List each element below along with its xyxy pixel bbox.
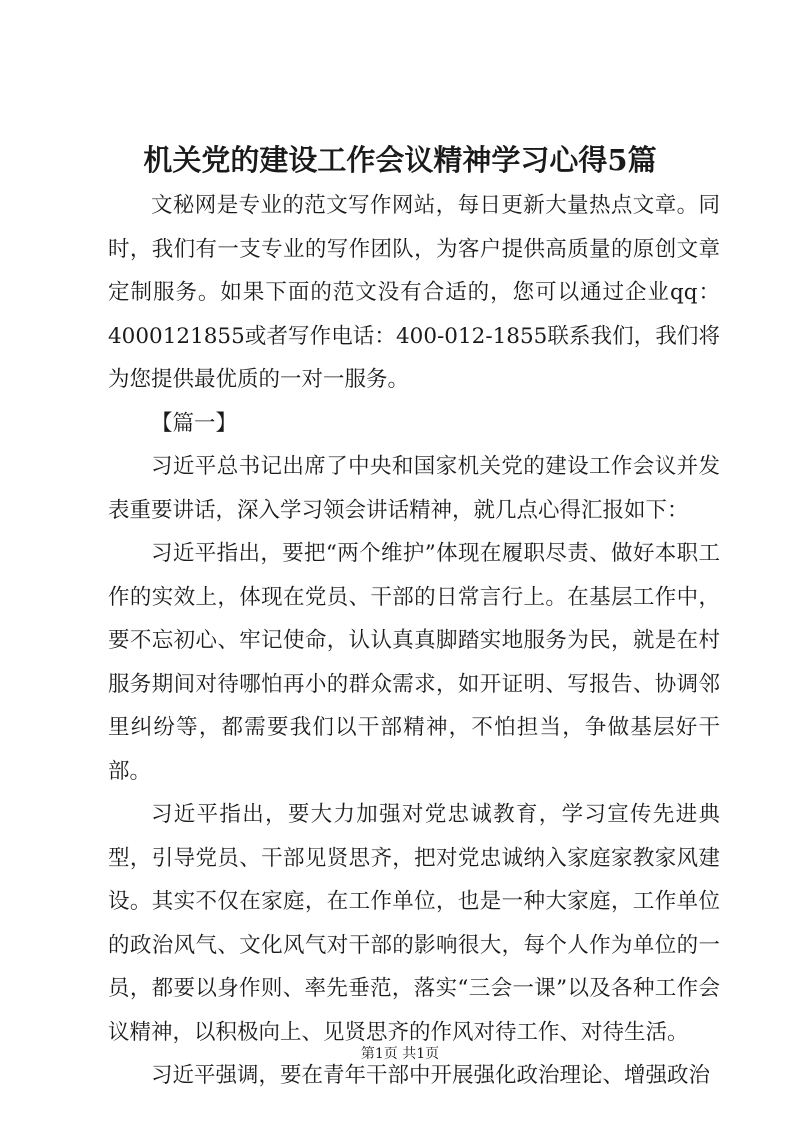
page-number-footer: 第1页 共1页 [360,1046,440,1062]
paragraph: 习近平指出，要把“两个维护”体现在履职尽责、做好本职工作的实效上，体现在党员、干部的日常言行上。在基层工作中，要不忘初心、牢记使命，认认真真脚踏实地服务为民，就是在村服务期间对待哪怕再小的群众需求，如开证明、写报告、协调邻里纠纷等，都需要我们以干部精神，不怕担当，争做基层好干部。 [108,541,720,784]
paragraph: 习近平总书记出席了中央和国家机关党的建设工作会议并发表重要讲话，深入学习领会讲话精神，就几点心得汇报如下： [108,454,720,523]
paragraph: 习近平指出，要大力加强对党忠诚教育，学习宣传先进典型，引导党员、干部见贤思齐，把对党忠诚纳入家庭家教家风建设。其实不仅在家庭，在工作单位，也是一种大家庭，工作单位的政治风气、文化风气对干部的影响很大，每个人作为单位的一员，都要以身作则、率先垂范，落实“三会一课”以及各种工作会议精神，以积极向上、见贤思齐的作风对待工作、对待生活。 [108,802,720,1045]
paragraph-intro: 文秘网是专业的范文写作网站，每日更新大量热点文章。同时，我们有一支专业的写作团队，为客户提供高质量的原创文章定制服务。如果下面的范文没有合适的，您可以通过企业qq：4000121855或者写作电话：400-012-1855联系我们，我们将为您提供最优质的一对一服务。 [108,193,720,392]
paragraph: 习近平强调，要在青年干部中开展强化政治理论、增强政治 [151,1063,711,1088]
document-body [108,184,720,1098]
document-title: 机关党的建设工作会议精神学习心得5篇 [143,143,657,177]
section-heading: 【篇一】 [151,410,238,436]
